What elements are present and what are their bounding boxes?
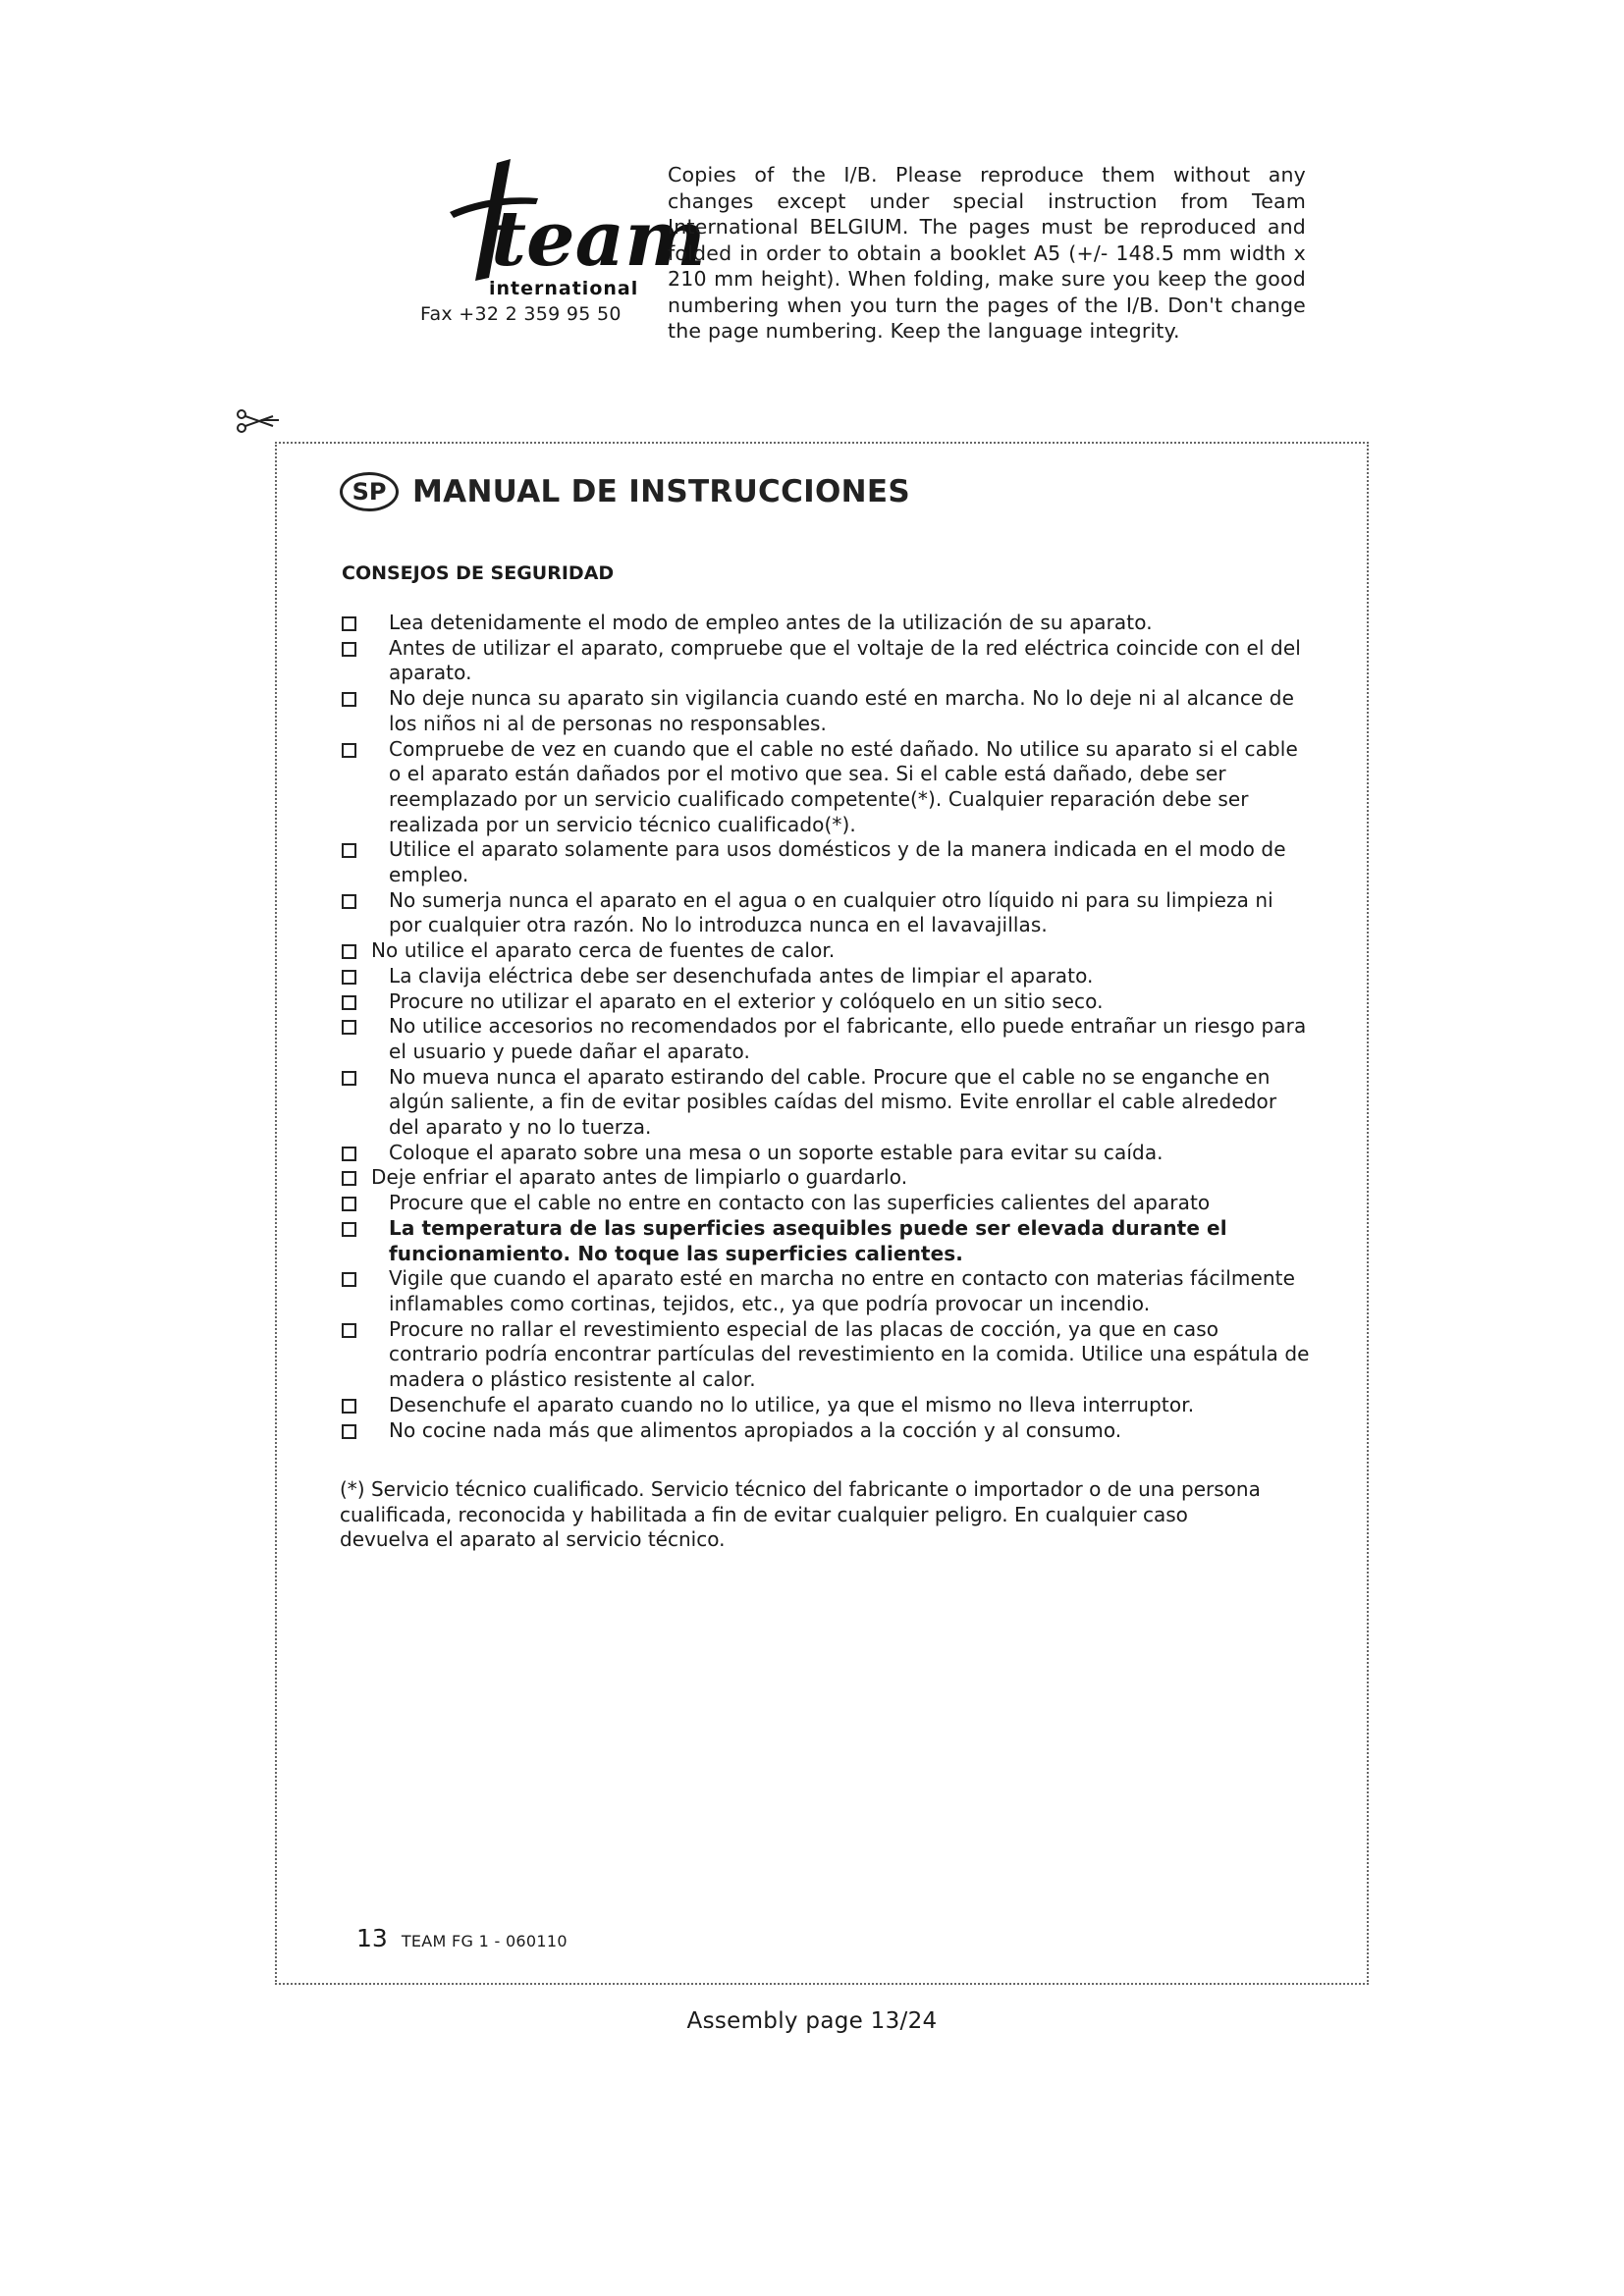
- list-item: Lea detenidamente el modo de empleo antes de la utilización de su aparato.: [340, 611, 1312, 636]
- checkbox-icon: [342, 616, 356, 631]
- team-international-logo: [420, 155, 706, 302]
- manual-title-row: [340, 467, 910, 516]
- list-item: Utilice el aparato solamente para usos domésticos y de la manera indicada en el modo de empleo.: [340, 837, 1312, 887]
- list-item: No utilice el aparato cerca de fuentes de calor.: [340, 938, 1312, 964]
- list-item: Procure no rallar el revestimiento especial de las placas de cocción, ya que en caso contrario podría encontrar partículas del revestimiento en la comida. Utilice una espátula de madera o plástico resistente al calor.: [340, 1317, 1312, 1393]
- list-item: Coloque el aparato sobre una mesa o un soporte estable para evitar su caída.: [340, 1141, 1312, 1166]
- reproduction-note: Copies of the I/B. Please reproduce them without any changes except under special instruction from Team International BELGIUM. The pages must be reproduced and folded in order to obtain a booklet A5 (+/- 148.5 mm width x 210 mm height). When folding, make sure you keep the good numbering when you turn the pages of the I/B. Don't change the page numbering. Keep the language integrity.: [668, 163, 1306, 343]
- footnote: (*) Servicio técnico cualificado. Servicio técnico del fabricante o importador o de una persona cualificada, reconocida y habilitada a fin de evitar cualquier peligro. En cualquier caso devuelva el aparato al servicio técnico.: [340, 1477, 1261, 1552]
- checkbox-icon: [342, 743, 356, 758]
- checkbox-icon: [342, 843, 356, 858]
- checkbox-icon: [342, 1071, 356, 1086]
- page-footer: [356, 1924, 568, 1952]
- checkbox-icon: [342, 1197, 356, 1211]
- list-item: No mueva nunca el aparato estirando del cable. Procure que el cable no se enganche en algún saliente, a fin de evitar posibles caídas del mismo. Evite enrollar el cable alrededor del aparato y no lo tuerza.: [340, 1065, 1312, 1141]
- checkbox-icon: [342, 995, 356, 1010]
- document-code: TEAM FG 1 - 060110: [401, 1932, 568, 1950]
- list-item: Procure no utilizar el aparato en el exterior y colóquelo en un sitio seco.: [340, 989, 1312, 1015]
- manual-title: MANUAL DE INSTRUCCIONES: [412, 474, 910, 509]
- checkbox-icon: [342, 970, 356, 985]
- checkbox-icon: [342, 1272, 356, 1287]
- checkbox-icon: [342, 642, 356, 657]
- svg-text:team: team: [491, 194, 706, 284]
- checkbox-icon: [342, 1147, 356, 1161]
- list-item: La clavija eléctrica debe ser desenchufada antes de limpiar el aparato.: [340, 964, 1312, 989]
- checkbox-icon: [342, 1020, 356, 1035]
- list-item: Compruebe de vez en cuando que el cable no esté dañado. No utilice su aparato si el cable o el aparato están dañados por el motivo que sea. Si el cable está dañado, debe ser reemplazado por un servicio cualificado competente(*). Cualquier reparación debe ser realizada por un servicio técnico cualificado(*).: [340, 737, 1312, 838]
- checkbox-icon: [342, 692, 356, 707]
- list-item: No sumerja nunca el aparato en el agua o en cualquier otro líquido ni para su limpieza ni por cualquier otra razón. No lo introduzca nunca en el lavavajillas.: [340, 888, 1312, 938]
- checkbox-icon: [342, 1323, 356, 1338]
- list-item: No cocine nada más que alimentos apropiados a la cocción y al consumo.: [340, 1418, 1312, 1444]
- list-item: Desenchufe el aparato cuando no lo utilice, ya que el mismo no lleva interruptor.: [340, 1393, 1312, 1418]
- checkbox-icon: [342, 894, 356, 909]
- section-heading: CONSEJOS DE SEGURIDAD: [342, 562, 615, 584]
- list-item: No deje nunca su aparato sin vigilancia cuando esté en marcha. No lo deje ni al alcance de los niños ni al de personas no responsables.: [340, 686, 1312, 736]
- list-item: No utilice accesorios no recomendados por el fabricante, ello puede entrañar un riesgo para el usuario y puede dañar el aparato.: [340, 1014, 1312, 1064]
- safety-list: [340, 611, 1312, 1443]
- checkbox-icon: [342, 1171, 356, 1186]
- list-item: Antes de utilizar el aparato, compruebe que el voltaje de la red eléctrica coincide con el del aparato.: [340, 636, 1312, 686]
- list-item: La temperatura de las superficies asequibles puede ser elevada durante el funcionamiento. No toque las superficies calientes.: [340, 1216, 1312, 1266]
- checkbox-icon: [342, 1424, 356, 1439]
- list-item: Vigile que cuando el aparato esté en marcha no entre en contacto con materias fácilmente inflamables como cortinas, tejidos, etc., ya que podría provocar un incendio.: [340, 1266, 1312, 1316]
- fax-number: Fax +32 2 359 95 50: [420, 303, 622, 325]
- list-item: Procure que el cable no entre en contacto con las superficies calientes del aparato: [340, 1191, 1312, 1216]
- scissors-icon: [236, 406, 279, 436]
- checkbox-icon: [342, 944, 356, 959]
- list-item: Deje enfriar el aparato antes de limpiarlo o guardarlo.: [340, 1165, 1312, 1191]
- language-badge: SP: [340, 472, 399, 511]
- checkbox-icon: [342, 1399, 356, 1414]
- checkbox-icon: [342, 1222, 356, 1237]
- page-number: 13: [356, 1924, 388, 1952]
- assembly-page-label: Assembly page 13/24: [686, 2008, 938, 2034]
- svg-text:international: international: [489, 278, 639, 299]
